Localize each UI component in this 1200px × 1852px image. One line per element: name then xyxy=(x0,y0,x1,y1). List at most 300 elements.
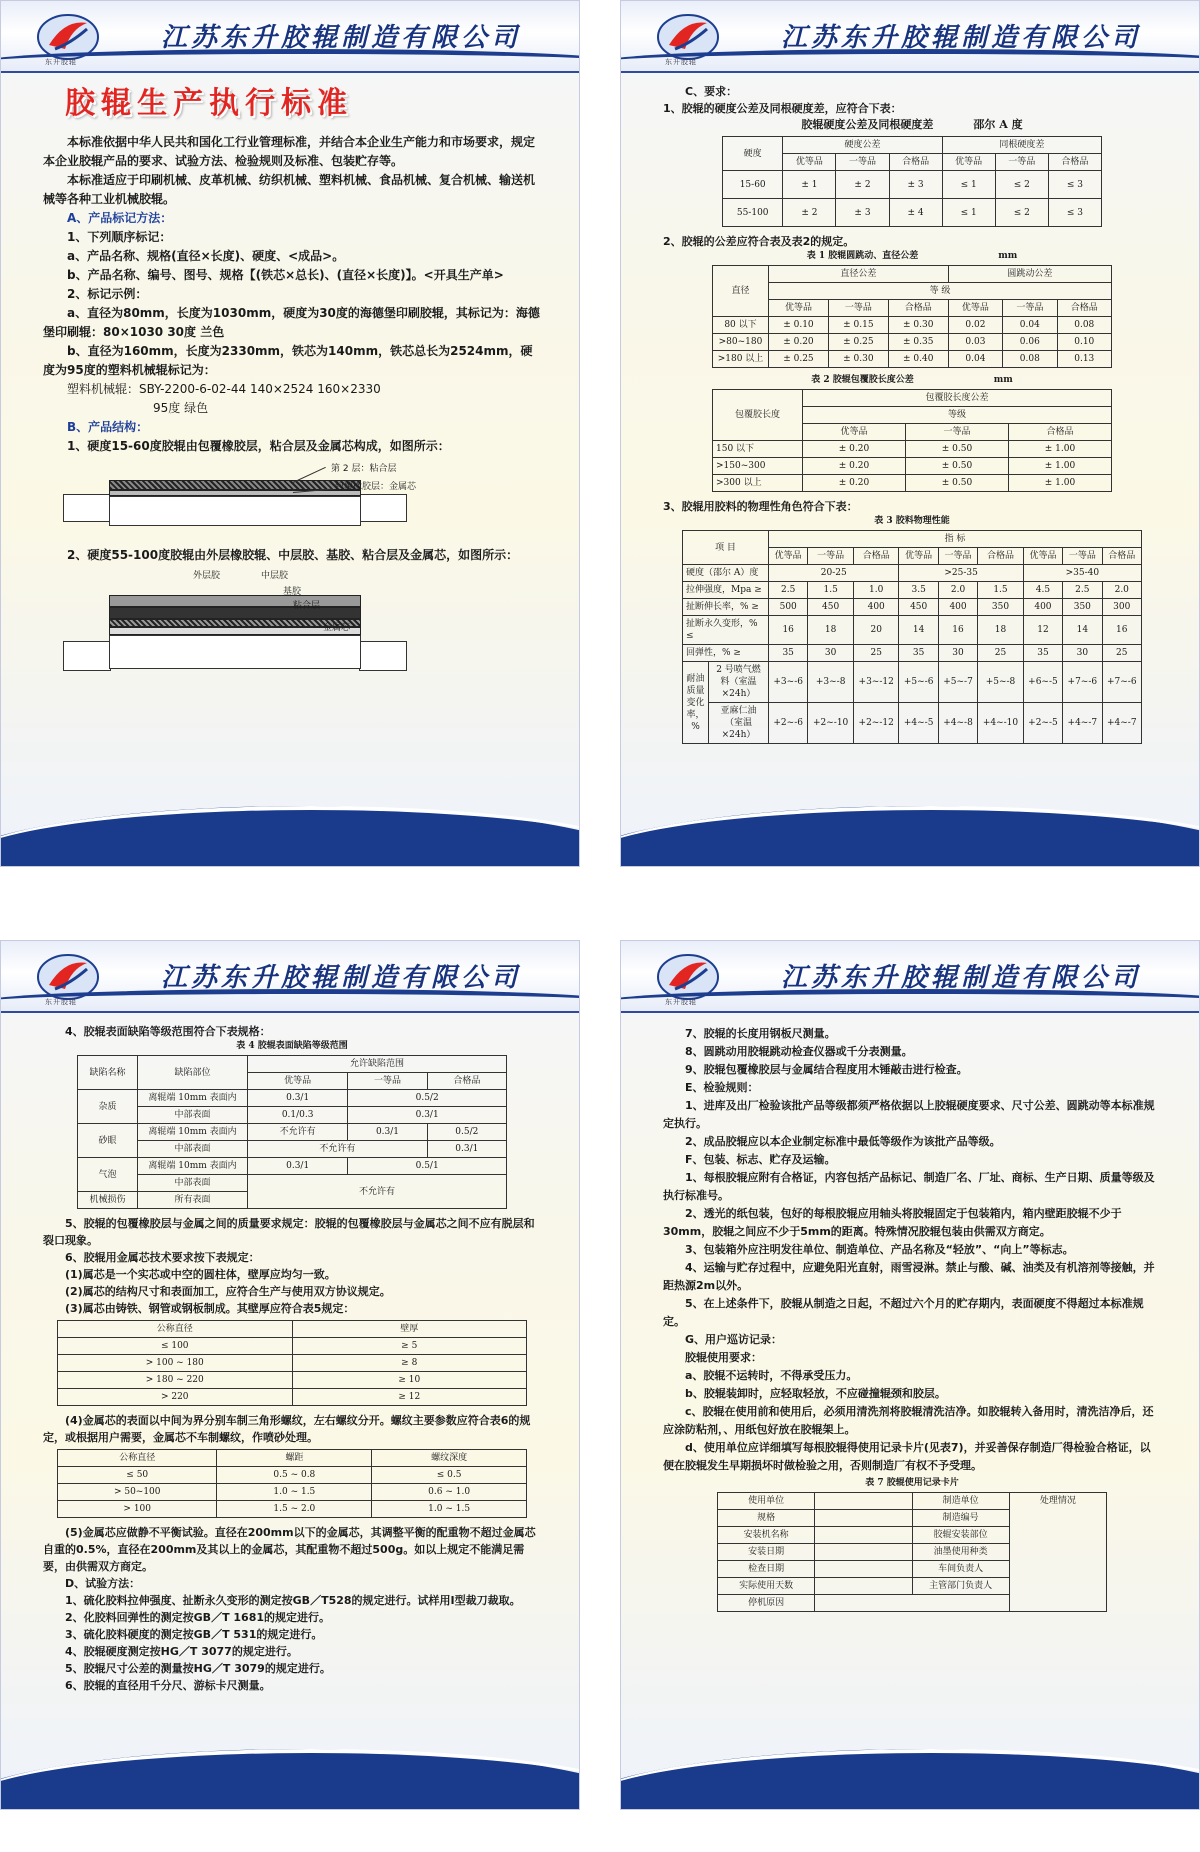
table-cell: 2.0 xyxy=(938,582,977,599)
diagram-label: 外层胶 xyxy=(193,571,221,581)
table-cell: +5~-8 xyxy=(978,662,1024,703)
material-properties-table xyxy=(682,530,1142,744)
table-cell: 安装日期 xyxy=(718,1544,815,1561)
table-cell: 0.3/1 xyxy=(348,1107,507,1124)
table-cell: 螺纹深度 xyxy=(372,1450,527,1467)
table-caption: 胶辊硬度公差及同根硬度差 邵尔 A 度 xyxy=(801,118,1023,131)
company-name: 江苏东升胶辊制造有限公司 xyxy=(161,963,522,993)
hardness-table xyxy=(722,136,1102,227)
board-header xyxy=(621,941,1199,1013)
board-4-content xyxy=(663,1025,1161,1618)
table-cell xyxy=(815,1493,912,1510)
table-cell: 优等品 xyxy=(769,548,808,565)
table-cell: >300 以上 xyxy=(713,475,803,492)
table-cell: 中部表面 xyxy=(138,1175,248,1192)
table-cell: 一等品 xyxy=(938,548,977,565)
table-cell: 实际使用天数 xyxy=(718,1578,815,1595)
table-cell: 1.0 xyxy=(853,582,899,599)
table-cell: 胶辊安装部位 xyxy=(912,1527,1009,1544)
table-cell: +7~-6 xyxy=(1102,662,1141,703)
table-cell: 项 目 xyxy=(683,531,769,565)
table-cell: 离辊端 10mm 表面内 xyxy=(138,1158,248,1175)
table-cell: 中部表面 xyxy=(138,1141,248,1158)
table-cell: 一等品 xyxy=(836,154,889,171)
table-cell: +4~-7 xyxy=(1102,703,1141,744)
table-cell: 16 xyxy=(1102,616,1141,645)
table-cell xyxy=(815,1527,912,1544)
table-cell: 一等品 xyxy=(348,1073,427,1090)
table-cell: 优等品 xyxy=(1023,548,1062,565)
table-cell: 2.5 xyxy=(1063,582,1102,599)
table-cell: 一等品 xyxy=(1003,300,1057,317)
table-cell: ± 0.30 xyxy=(888,317,948,334)
table-cell: 合格品 xyxy=(1057,300,1111,317)
table-cell: 主管部门负责人 xyxy=(912,1578,1009,1595)
table-cell: 缺陷名称 xyxy=(78,1056,138,1090)
table-cell: 亚麻仁油（室温×24h） xyxy=(709,703,769,744)
table-cell: 油墨使用种类 xyxy=(912,1544,1009,1561)
text-line: 5、胶辊的包覆橡胶层与金属之间的质量要求规定：胶辊的包覆橡胶层与金属芯之间不应有脱层和裂口现象。 xyxy=(43,1217,535,1247)
text-line: a、直径为80mm，长度为1030mm，硬度为30度的海德堡印刷胶辊，其标记为：海德堡印刷辊：80×1030 30度 兰色 xyxy=(43,306,540,339)
table-cell: 公称直径 xyxy=(58,1321,293,1338)
section-e-heading: E、检验规则： xyxy=(685,1081,759,1094)
table-cell: 硬度 xyxy=(723,137,783,171)
table-cell: ≤ 1 xyxy=(942,199,995,227)
table-cell xyxy=(815,1578,912,1595)
table-cell: 离辊端 10mm 表面内 xyxy=(138,1124,248,1141)
logo-caption: 东升胶辊 xyxy=(45,58,77,66)
text-line: 3、硫化胶料硬度的测定按GB／T 531的规定进行。 xyxy=(65,1628,323,1641)
table-cell: ≤ 2 xyxy=(995,199,1048,227)
table-cell: 14 xyxy=(899,616,938,645)
table-cell: 3.5 xyxy=(899,582,938,599)
diagram-label: 基胶 xyxy=(283,587,302,597)
table-cell: 35 xyxy=(769,645,808,662)
table-cell: > 100 xyxy=(58,1501,217,1518)
table-cell: 车间负责人 xyxy=(912,1561,1009,1578)
table-cell: 80 以下 xyxy=(713,317,769,334)
text-line: 2、透光的纸包装，包好的每根胶辊应用轴头将胶辊固定于包装箱内，箱内壁距胶辊不少于30mm，胶辊之间应不少于5mm的距离。特殊情况胶辊包装由供需双方商定。 xyxy=(663,1207,1122,1238)
table-cell: 0.06 xyxy=(1003,334,1057,351)
table-cell: 拉伸强度，Mpa ≥ xyxy=(683,582,769,599)
table-row xyxy=(58,1372,527,1389)
standard-board-2 xyxy=(620,0,1200,867)
table-caption: 表 3 胶料物理性能 xyxy=(874,516,950,526)
table-cell: > 180 ~ 220 xyxy=(58,1372,293,1389)
table-cell: 0.5 ~ 0.8 xyxy=(217,1467,372,1484)
table-cell: 回弹性，% ≥ xyxy=(683,645,769,662)
text-line: a、胶辊不运转时，不得承受压力。 xyxy=(685,1369,858,1382)
table-cell: 包覆胶长度公差 xyxy=(803,390,1112,407)
table-cell: 机械损伤 xyxy=(78,1192,138,1209)
table-cell: 16 xyxy=(769,616,808,645)
table-cell: +2~-10 xyxy=(808,703,854,744)
text-line: b、胶辊装卸时，应轻取轻放，不应碰撞辊颈和胶层。 xyxy=(685,1387,946,1400)
text-line: 3、包装箱外应注明发往单位、制造单位、产品名称及“轻放”、“向上”等标志。 xyxy=(685,1243,1074,1256)
table-cell: 螺距 xyxy=(217,1450,372,1467)
table-cell: 0.04 xyxy=(1003,317,1057,334)
table-cell: 检查日期 xyxy=(718,1561,815,1578)
table-cell: ≤ 50 xyxy=(58,1467,217,1484)
table-row xyxy=(683,582,1142,599)
section-g-heading: G、用户巡访记录： xyxy=(685,1333,783,1346)
table-cell: 0.10 xyxy=(1057,334,1111,351)
table-row xyxy=(713,283,1112,300)
text-line: 塑料机械辊：SBY-2200-6-02-44 140×2524 160×2330 xyxy=(67,382,381,396)
table-row xyxy=(683,703,1142,744)
text-line: 5、胶辊尺寸公差的测量按HG／T 3079的规定进行。 xyxy=(65,1662,331,1675)
text-line: 3、胶辊用胶料的物理性角色符合下表： xyxy=(663,500,858,513)
table-cell: 中部表面 xyxy=(138,1107,248,1124)
text-line: (4)金属芯的表面以中间为界分别车制三角形螺纹，左右螺纹分开。螺纹主要参数应符合表6的规定，或根据用户需要，金属芯不车制螺纹，作喷砂处理。 xyxy=(43,1414,531,1444)
table-cell: ± 3 xyxy=(836,199,889,227)
table-cell: +6~-5 xyxy=(1023,662,1062,703)
table-cell: 一等品 xyxy=(828,300,888,317)
table-cell: ± 0.20 xyxy=(803,441,906,458)
table-row xyxy=(713,334,1112,351)
table-cell: ± 0.20 xyxy=(803,458,906,475)
table-cell: ± 1.00 xyxy=(1009,458,1112,475)
text-line: 1、硫化胶料拉伸强度、扯断永久变形的测定按GB／T528的规定进行。试样用I型裁刀裁取。 xyxy=(65,1594,521,1607)
table-cell: ± 0.50 xyxy=(906,441,1009,458)
table-cell: 350 xyxy=(978,599,1024,616)
text-line: 95度 绿色 xyxy=(153,401,209,415)
diagram-label: 第 2 层：粘合层 xyxy=(331,464,397,474)
table-cell: 18 xyxy=(978,616,1024,645)
table-cell: 合格品 xyxy=(427,1073,506,1090)
text-line: (2)属芯的结构尺寸和表面加工，应符合生产与使用双方协议规定。 xyxy=(65,1285,391,1298)
table-cell: 优等品 xyxy=(899,548,938,565)
table-row xyxy=(58,1389,527,1406)
table-caption: 表 2 胶辊包覆胶长度公差 mm xyxy=(811,375,1013,385)
table-row xyxy=(78,1124,507,1141)
table-cell: ± 0.20 xyxy=(769,334,829,351)
table-cell: 4.5 xyxy=(1023,582,1062,599)
page-title: 胶辊生产执行标准 xyxy=(65,86,353,121)
scope-paragraph: 本标准适应于印刷机械、皮革机械、纺织机械、塑料机械、食品机械、复合机械、输送机械等各种工业机械胶辊。 xyxy=(43,173,536,206)
table-cell xyxy=(815,1510,912,1527)
table-row xyxy=(78,1158,507,1175)
table-cell: 35 xyxy=(899,645,938,662)
text-line: 6、胶辊的直径用千分尺、游标卡尺测量。 xyxy=(65,1679,271,1692)
table-cell: ≤ 1 xyxy=(942,171,995,199)
text-line: 胶辊使用要求： xyxy=(685,1351,762,1364)
table-cell: 20 xyxy=(853,616,899,645)
table-cell: ≤ 0.5 xyxy=(372,1467,527,1484)
table-cell: 使用单位 xyxy=(718,1493,815,1510)
section-f-heading: F、包装、标志、贮存及运输。 xyxy=(685,1153,836,1166)
diagram-label: 中层胶 xyxy=(261,571,289,581)
wall-thickness-table xyxy=(57,1320,527,1406)
table-cell: 1.0 ~ 1.5 xyxy=(217,1484,372,1501)
table-cell: 30 xyxy=(938,645,977,662)
text-line: 9、胶辊包覆橡胶层与金属结合程度用木锤敲击进行检查。 xyxy=(685,1063,968,1076)
table-cell: 0.03 xyxy=(948,334,1002,351)
table-cell: +2~-12 xyxy=(853,703,899,744)
table-cell: 优等品 xyxy=(803,424,906,441)
table-cell: ± 0.20 xyxy=(803,475,906,492)
table-cell: 缺陷部位 xyxy=(138,1056,248,1090)
logo-caption: 东升胶辊 xyxy=(665,58,697,66)
text-line: 1、每根胶辊应附有合格证，内容包括产品标记、制造厂名、厂址、商标、生产日期、质量等级及执行标准号。 xyxy=(663,1171,1155,1202)
board-1-content xyxy=(43,81,541,687)
roller-diagram-1 xyxy=(43,462,541,540)
table-cell: 400 xyxy=(853,599,899,616)
table-cell: 所有表面 xyxy=(138,1192,248,1209)
table-cell: >80~180 xyxy=(713,334,769,351)
table-cell: 合格品 xyxy=(1009,424,1112,441)
table-cell: 优等品 xyxy=(769,300,829,317)
text-line: (3)属芯由铸铁、钢管或钢板制成。其壁厚应符合表5规定： xyxy=(65,1302,355,1315)
table-caption: 表 1 胶辊圆跳动、直径公差 mm xyxy=(806,251,1018,261)
text-line: 2、硬度55-100度胶辊由外层橡胶辊、中层胶、基胶、粘合层及金属芯，如图所示： xyxy=(67,548,519,562)
table-cell: ± 1 xyxy=(783,171,836,199)
table-cell: ± 0.15 xyxy=(828,317,888,334)
table-cell: ± 0.10 xyxy=(769,317,829,334)
company-name: 江苏东升胶辊制造有限公司 xyxy=(781,963,1142,993)
table-row xyxy=(718,1493,1107,1510)
diagram-label: 包覆橡胶层：金属芯 xyxy=(335,482,417,492)
table-cell: 400 xyxy=(1023,599,1062,616)
table-cell: 0.5/2 xyxy=(348,1090,507,1107)
table-cell: ≤ 3 xyxy=(1048,199,1101,227)
table-row xyxy=(78,1056,507,1073)
table-cell: 0.08 xyxy=(1057,317,1111,334)
text-line: 4、运输与贮存过程中，应避免阳光直射，雨雪浸淋。禁止与酸、碱、油类及有机溶剂等接触，并距热源2m以外。 xyxy=(663,1261,1155,1292)
table-cell: 扯断永久变形，% ≤ xyxy=(683,616,769,645)
section-a-heading: A、产品标记方法： xyxy=(67,211,173,225)
tolerance-table-2 xyxy=(712,389,1112,492)
table-cell: ≤ 2 xyxy=(995,171,1048,199)
board-footer xyxy=(1,1737,579,1809)
table-cell: 壁厚 xyxy=(292,1321,527,1338)
table-cell: > 50~100 xyxy=(58,1484,217,1501)
table-cell: 气泡 xyxy=(78,1158,138,1192)
table-cell: 耐油质量变化率，% xyxy=(683,662,709,744)
table-cell: 35 xyxy=(1023,645,1062,662)
table-cell: 0.3/1 xyxy=(427,1141,506,1158)
usage-record-card-table xyxy=(717,1492,1107,1612)
text-line: 2、标记示例： xyxy=(67,287,148,301)
table-cell: 500 xyxy=(769,599,808,616)
board-footer xyxy=(621,794,1199,866)
table-row xyxy=(713,390,1112,407)
table-row xyxy=(683,662,1142,703)
text-line: 7、胶辊的长度用钢板尺测量。 xyxy=(685,1027,836,1040)
text-line: a、产品名称、规格(直径×长度)、硬度、<成品>。 xyxy=(67,249,345,263)
logo-caption: 东升胶辊 xyxy=(45,998,77,1006)
table-cell: 0.3/1 xyxy=(248,1158,348,1175)
table-row xyxy=(58,1450,527,1467)
table-cell: 同根硬度差 xyxy=(942,137,1101,154)
table-cell: +4~-8 xyxy=(938,703,977,744)
text-line: 1、下列顺序标记： xyxy=(67,230,172,244)
text-line: 6、胶辊用金属芯技术要求按下表规定： xyxy=(65,1251,260,1264)
table-row xyxy=(78,1107,507,1124)
table-cell: 优等品 xyxy=(942,154,995,171)
table-cell: 规格 xyxy=(718,1510,815,1527)
table-cell: 制造单位 xyxy=(912,1493,1009,1510)
table-cell: ± 0.25 xyxy=(828,334,888,351)
table-cell: ± 0.50 xyxy=(906,475,1009,492)
table-cell: 2 号喷气燃料（室温×24h） xyxy=(709,662,769,703)
table-row xyxy=(713,300,1112,317)
table-cell: 450 xyxy=(899,599,938,616)
table-cell: 0.6 ~ 1.0 xyxy=(372,1484,527,1501)
table-row xyxy=(58,1355,527,1372)
table-cell: +5~-6 xyxy=(899,662,938,703)
table-cell: 包覆胶长度 xyxy=(713,390,803,441)
table-cell: 20-25 xyxy=(769,565,899,582)
table-cell xyxy=(815,1561,912,1578)
standard-board-1 xyxy=(0,0,580,867)
table-cell: ≥ 5 xyxy=(292,1338,527,1355)
table-cell: 150 以下 xyxy=(713,441,803,458)
table-cell: +3~-12 xyxy=(853,662,899,703)
board-3-content xyxy=(43,1023,541,1694)
table-row xyxy=(713,475,1112,492)
section-c-heading: C、要求： xyxy=(685,85,738,98)
table-cell: 25 xyxy=(978,645,1024,662)
text-line: 2、成品胶辊应以本企业制定标准中最低等级作为该批产品等级。 xyxy=(685,1135,1001,1148)
table-row xyxy=(723,137,1102,154)
table-cell: 450 xyxy=(808,599,854,616)
table-cell: ≥ 10 xyxy=(292,1372,527,1389)
text-line: b、产品名称、编号、图号、规格【(铁芯×总长)、(直径×长度)】。<开具生产单> xyxy=(67,268,504,282)
text-line: 1、进库及出厂检验该批产品等级都须严格依据以上胶辊硬度要求、尺寸公差、圆跳动等本标准规定执行。 xyxy=(663,1099,1155,1130)
table-cell: +2~-6 xyxy=(769,703,808,744)
table-cell: 直径 xyxy=(713,266,769,317)
table-cell: 硬度（邵尔 A）度 xyxy=(683,565,769,582)
table-cell: 0.3/1 xyxy=(348,1124,427,1141)
company-name: 江苏东升胶辊制造有限公司 xyxy=(161,23,522,53)
board-header xyxy=(621,1,1199,73)
table-cell: +4~-5 xyxy=(899,703,938,744)
table-cell: 0.13 xyxy=(1057,351,1111,368)
table-cell: >180 以上 xyxy=(713,351,769,368)
table-row xyxy=(713,458,1112,475)
table-cell: 0.5/2 xyxy=(427,1124,506,1141)
text-line: 2、化胶料回弹性的测定按GB／T 1681的规定进行。 xyxy=(65,1611,331,1624)
table-cell: 允许缺陷范围 xyxy=(248,1056,507,1073)
board-footer xyxy=(1,794,579,866)
table-cell: ± 2 xyxy=(836,171,889,199)
table-row xyxy=(58,1484,527,1501)
table-cell: 合格品 xyxy=(1048,154,1101,171)
diagram-label: 粘合层 xyxy=(293,601,321,611)
table-cell: 12 xyxy=(1023,616,1062,645)
table-cell: >150~300 xyxy=(713,458,803,475)
table-cell: 圆跳动公差 xyxy=(948,266,1111,283)
table-cell: ≤ 100 xyxy=(58,1338,293,1355)
table-cell: 合格品 xyxy=(978,548,1024,565)
intro-paragraph: 本标准依据中华人民共和国化工行业管理标准，并结合本企业生产能力和市场要求，规定本企业胶辊产品的要求、试验方法、检验规则及标准、包装贮存等。 xyxy=(43,135,536,168)
table-row xyxy=(713,317,1112,334)
table-cell: 等 级 xyxy=(769,283,1112,300)
table-row xyxy=(683,645,1142,662)
table-cell: 合格品 xyxy=(888,300,948,317)
table-cell: 25 xyxy=(1102,645,1141,662)
table-cell: 直径公差 xyxy=(769,266,949,283)
table-cell: 优等品 xyxy=(783,154,836,171)
table-cell: 合格品 xyxy=(853,548,899,565)
table-cell: ± 1.00 xyxy=(1009,475,1112,492)
table-cell: 公称直径 xyxy=(58,1450,217,1467)
table-cell: ≤ 3 xyxy=(1048,171,1101,199)
table-row xyxy=(58,1467,527,1484)
table-cell: ± 0.50 xyxy=(906,458,1009,475)
table-row xyxy=(713,351,1112,368)
table-row xyxy=(78,1090,507,1107)
table-cell: 0.1/0.3 xyxy=(248,1107,348,1124)
table-cell: 停机原因 xyxy=(718,1595,815,1612)
table-cell: 2.5 xyxy=(769,582,808,599)
table-cell: ± 0.35 xyxy=(888,334,948,351)
table-cell: 一等品 xyxy=(1063,548,1102,565)
table-cell: +2~-5 xyxy=(1023,703,1062,744)
table-cell: 优等品 xyxy=(248,1073,348,1090)
board-footer xyxy=(621,1737,1199,1809)
table-cell: 18 xyxy=(808,616,854,645)
table-caption: 表 4 胶辊表面缺陷等级范围 xyxy=(236,1041,348,1051)
text-line: c、胶辊在使用前和使用后，必须用清洗剂将胶辊清洗洁净。如胶辊转入备用时，清洗洁净后，还应涂防粘剂，、用纸包好放在胶辊架上。 xyxy=(663,1405,1154,1436)
table-cell: +7~-6 xyxy=(1063,662,1102,703)
text-line: d、使用单位应详细填写每根胶辊得使用记录卡片(见表7)，并妥善保存制造厂得检验合格证，以便在胶辊发生早期损坏时做检验之用，否则制造厂有权不予受理。 xyxy=(663,1441,1151,1472)
table-cell: ± 3 xyxy=(889,171,942,199)
table-cell: ± 0.40 xyxy=(888,351,948,368)
table-row xyxy=(683,616,1142,645)
table-row xyxy=(78,1175,507,1192)
table-cell: +3~-8 xyxy=(808,662,854,703)
table-cell: 16 xyxy=(938,616,977,645)
table-cell: 制造编号 xyxy=(912,1510,1009,1527)
roller-diagram-2 xyxy=(43,571,541,681)
board-header xyxy=(1,1,579,73)
table-row xyxy=(723,199,1102,227)
table-cell: 扯断伸长率，% ≥ xyxy=(683,599,769,616)
table-cell: ≥ 8 xyxy=(292,1355,527,1372)
table-cell: 55-100 xyxy=(723,199,783,227)
text-line: 1、胶辊的硬度公差及同根硬度差，应符合下表： xyxy=(663,102,902,115)
text-line: 4、胶辊表面缺陷等级范围符合下表规格： xyxy=(65,1025,271,1038)
tolerance-table-1 xyxy=(712,265,1112,368)
table-cell: 1.5 ~ 2.0 xyxy=(217,1501,372,1518)
table-cell: 0.3/1 xyxy=(248,1090,348,1107)
text-line: 2、胶辊的公差应符合表及表2的规定。 xyxy=(663,235,855,248)
table-cell: 指 标 xyxy=(769,531,1142,548)
table-cell: ± 1.00 xyxy=(1009,441,1112,458)
table-row xyxy=(58,1501,527,1518)
table-cell: 14 xyxy=(1063,616,1102,645)
table-cell: > 220 xyxy=(58,1389,293,1406)
logo-caption: 东升胶辊 xyxy=(665,998,697,1006)
table-cell: 砂眼 xyxy=(78,1124,138,1158)
table-row xyxy=(78,1141,507,1158)
table-cell: >25-35 xyxy=(899,565,1023,582)
table-row xyxy=(683,565,1142,582)
table-cell: +3~-6 xyxy=(769,662,808,703)
table-cell xyxy=(815,1544,912,1561)
text-line: 8、圆跳动用胶辊跳动检查仪器或千分表测量。 xyxy=(685,1045,913,1058)
table-row xyxy=(58,1338,527,1355)
table-row xyxy=(713,441,1112,458)
thread-parameter-table xyxy=(57,1449,527,1518)
table-cell: 一等品 xyxy=(808,548,854,565)
table-row xyxy=(683,531,1142,548)
table-cell: ± 4 xyxy=(889,199,942,227)
table-cell: 0.02 xyxy=(948,317,1002,334)
text-line: 5、在上述条件下，胶辊从制造之日起，不超过六个月的贮存期内，表面硬度不得超过本标准规定。 xyxy=(663,1297,1144,1328)
